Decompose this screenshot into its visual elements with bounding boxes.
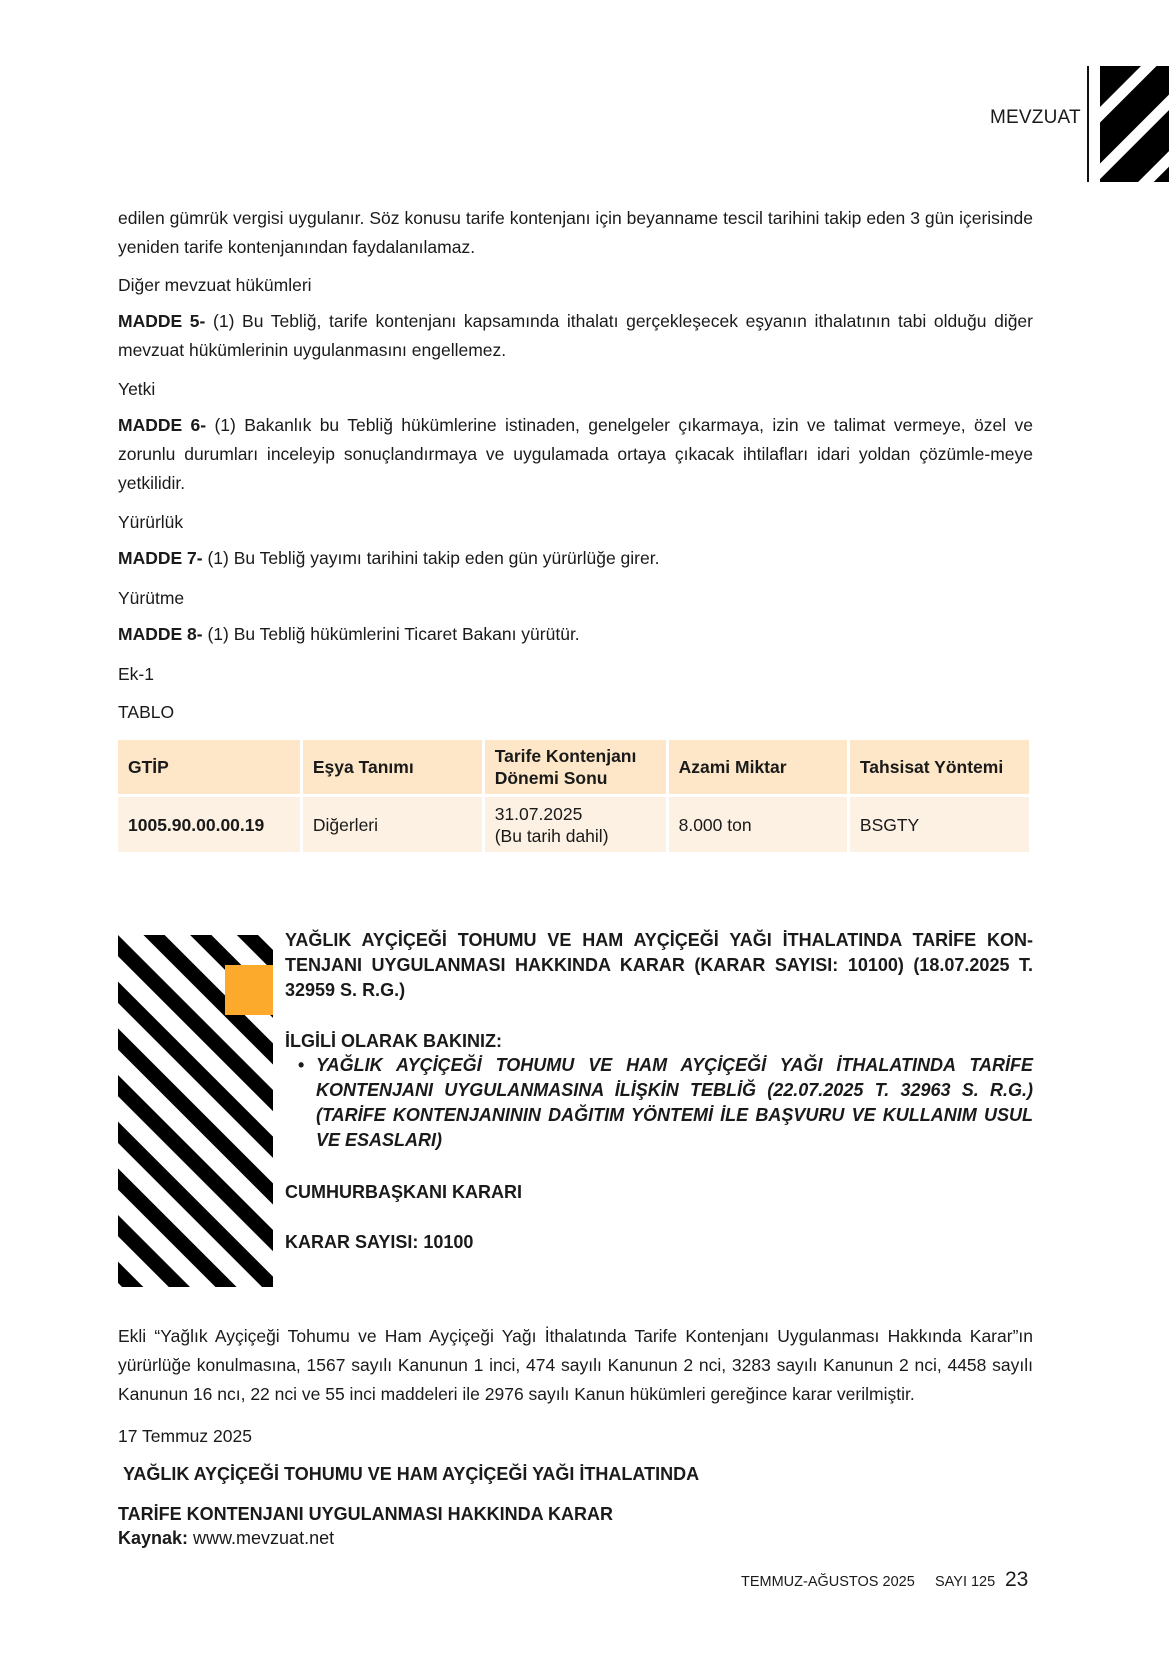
period-end-date: 31.07.2025 [494, 803, 583, 824]
article-text: (1) Bu Tebliğ, tarife kontenjanı kapsamında ithalatı gerçekleşecek eşyanın ithalatının tabi olduğu diğer mevzuat hükümlerinin uygulanmasını engellemez. [118, 311, 1033, 360]
see-also-link[interactable]: YAĞLIK AYÇİÇEĞİ TOHUMU VE HAM AYÇİÇEĞİ YAĞI İTHALATINDA TARİFE KONTENJANI UYGULANMASINA İLİŞKİN TEBLİĞ (22.07.2025 T. 32963 S. R.G.) (TARİFE KONTENJANININ DAĞITIM YÖNTEMİ İLE BAŞVURU VE KULLANIM USUL VE ESASLARI) [316, 1055, 1033, 1150]
table-header-row [118, 740, 1029, 797]
article-heading: Yürütme [118, 588, 185, 608]
column-header: Azami Miktar [669, 740, 847, 797]
article-5 [118, 307, 1033, 365]
article-label: MADDE 7- [118, 548, 203, 568]
see-also-label: İLGİLİ OLARAK BAKINIZ: [285, 1031, 502, 1051]
decree-number: KARAR SAYISI: 10100 [285, 1232, 474, 1252]
article-6 [118, 411, 1033, 498]
decree-title-line-2: TARİFE KONTENJANI UYGULANMASI HAKKINDA KARAR [118, 1504, 613, 1524]
cell-max-quantity: 8.000 ton [669, 797, 847, 852]
orange-accent-square [225, 965, 273, 1015]
source-link[interactable]: www.mevzuat.net [188, 1528, 335, 1548]
issue-period: TEMMUZ-AĞUSTOS 2025 [741, 1574, 915, 1590]
source-line [118, 1526, 334, 1550]
decree-title-line-1: YAĞLIK AYÇİÇEĞİ TOHUMU VE HAM AYÇİÇEĞİ YAĞI İTHALATINDA [123, 1464, 700, 1484]
decree-date: 17 Temmuz 2025 [118, 1426, 252, 1446]
decree-paragraph: Ekli “Yağlık Ayçiçeği Tohumu ve Ham Ayçiçeği Yağı İthalatında Tarife Kontenjanı Uygulanması Hakkında Karar”ın yürürlüğe konulmasına, 1567 sayılı Kanunun 1 inci, 474 sayılı Kanunun 2 nci, 3283 sayılı Kanunun 2 nci, 4458 sayılı Kanunun 16 ncı, 22 nci ve 55 inci maddeleri ile 2976 sayılı Kanun hükümleri gereğince karar verilmiştir. [118, 1326, 1033, 1404]
page-number: 23 [1005, 1568, 1029, 1591]
article-heading: Yürürlük [118, 512, 184, 532]
article-text: (1) Bu Tebliğ hükümlerini Ticaret Bakanı yürütür. [202, 624, 580, 644]
bullet-icon: • [298, 1055, 305, 1075]
cell-period-end [485, 797, 666, 852]
cell-allocation-method: BSGTY [850, 797, 1029, 852]
article-label: MADDE 8- [118, 624, 203, 644]
source-label: Kaynak: [118, 1528, 189, 1548]
article-label: MADDE 5- [118, 311, 206, 331]
header-stripe-decoration [1100, 66, 1169, 182]
article-label: MADDE 6- [118, 415, 207, 435]
decree-title: YAĞLIK AYÇİÇEĞİ TOHUMU VE HAM AYÇİÇEĞİ YAĞI İTHALATINDA TARİFE KON-TENJANI UYGULANMASI HAKKINDA KARAR (KARAR SAYISI: 10100) (18.07.2025 T. 32959 S. R.G.) [285, 930, 1033, 1000]
cell-gtip: 1005.90.00.00.19 [118, 797, 300, 852]
header-divider [1087, 66, 1089, 182]
cell-description: Diğerleri [303, 797, 482, 852]
issue-number: SAYI 125 [935, 1574, 996, 1590]
table-row [118, 797, 1029, 852]
continuation-paragraph: edilen gümrük vergisi uygulanır. Söz konusu tarife kontenjanı için beyanname tescil tarihini takip eden 3 gün içerisinde yeniden tarife kontenjanından faydalanılamaz. [118, 208, 1033, 257]
annex-label: Ek-1 [118, 664, 154, 684]
section-label: MEVZUAT [990, 107, 1081, 128]
column-header: Tarife Kontenjanı Dönemi Sonu [485, 740, 666, 797]
article-text: (1) Bu Tebliğ yayımı tarihini takip eden gün yürürlüğe girer. [202, 548, 660, 568]
article-heading: Yetki [118, 379, 156, 399]
article-text: (1) Bakanlık bu Tebliğ hükümlerine istinaden, genelgeler çıkarmaya, izin ve talimat vermeye, özel ve zorunlu durumları inceleyip sonuçlandırmaya ve uygulamada ortaya çıkacak ihtilafları idari yoldan çözümle-meye yetkilidir. [118, 415, 1033, 493]
decree-type: CUMHURBAŞKANI KARARI [285, 1182, 522, 1202]
column-header: GTİP [118, 740, 300, 797]
article-8 [118, 620, 1033, 649]
tariff-quota-table [115, 740, 1032, 852]
column-header: Tahsisat Yöntemi [850, 740, 1029, 797]
see-also-item[interactable] [298, 1053, 1033, 1153]
table-label: TABLO [118, 702, 175, 722]
column-header: Eşya Tanımı [303, 740, 482, 797]
period-end-note: (Bu tarih dahil) [494, 825, 609, 846]
article-7 [118, 544, 1033, 573]
stripe-pattern-icon [1100, 66, 1169, 182]
article-heading: Diğer mevzuat hükümleri [118, 275, 312, 295]
